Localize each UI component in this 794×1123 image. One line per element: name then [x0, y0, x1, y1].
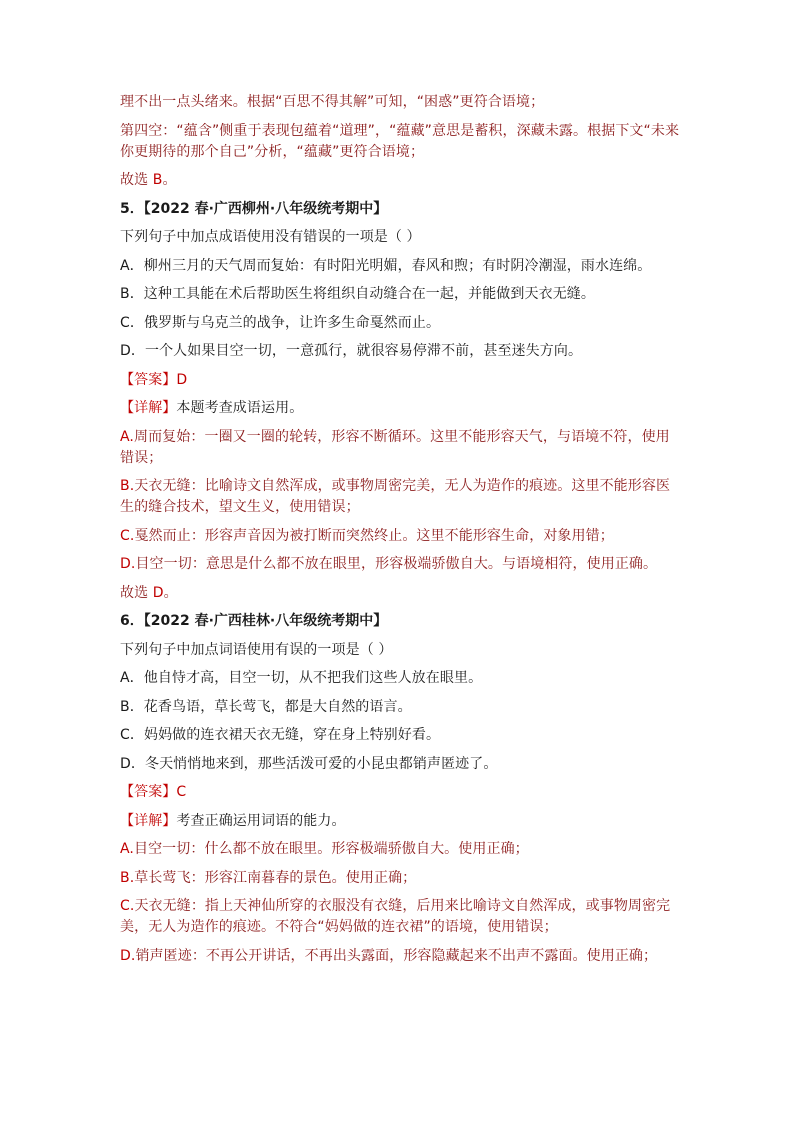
q5-detail-b-key: B.	[120, 478, 135, 494]
q6-option-a: A．他自恃才高，目空一切，从不把我们这些人放在眼里。	[120, 670, 483, 686]
q5-source: 【2022 春·广西柳州·八年级统考期中】	[143, 200, 388, 217]
q6-option-c: C．妈妈做的连衣裙天衣无缝，穿在身上特别好看。	[120, 727, 441, 743]
q5-conclusion-answer: D	[152, 584, 164, 601]
q6-source: 【2022 春·广西桂林·八年级统考期中】	[143, 613, 388, 629]
q5-detail-c-text: 戛然而止：形容声音因为被打断而突然终止。这里不能形容生命，对象用错；	[134, 527, 614, 544]
q5-answer	[120, 370, 680, 391]
q5-conclusion	[120, 583, 680, 604]
q5-detail-c	[120, 526, 680, 547]
q5-conclusion-prefix: 故选	[120, 584, 153, 601]
q5-detail-tag: 【详解】	[120, 400, 177, 416]
prev-conclusion-answer: B	[152, 172, 163, 188]
q6-detail-tag: 【详解】	[120, 812, 177, 829]
q6-detail-c	[120, 896, 680, 938]
q6-detail-d-text: 销声匿迹：不再公开讲话，不再出头露面，形容隐藏起来不出声不露面。使用正确；	[135, 947, 658, 964]
q6-detail-d-key: D.	[120, 947, 136, 964]
prev-explanation-line-1: 理不出一点头绪来。根据“百思不得其解”可知，“困惑”更符合语境；	[120, 94, 545, 110]
q5-number: 5．	[120, 200, 144, 217]
q5-detail	[120, 398, 680, 419]
q6-detail-a-text: 目空一切：什么都不放在眼里。形容极端骄傲自大。使用正确；	[133, 841, 529, 857]
prev-conclusion-suffix: 。	[162, 172, 177, 188]
prev-conclusion-prefix: 故选	[120, 172, 153, 188]
q5-detail-b	[120, 476, 680, 518]
q6-header	[120, 611, 680, 632]
prev-conclusion	[120, 170, 680, 191]
q5-conclusion-suffix: 。	[163, 584, 178, 601]
q5-option-c: C．俄罗斯与乌克兰的战争，让许多生命戛然而止。	[120, 314, 441, 331]
q6-detail-a	[120, 839, 680, 860]
q6-detail-a-key: A.	[120, 841, 134, 857]
q5-answer-tag: 【答案】	[120, 371, 177, 388]
document-page	[120, 92, 680, 974]
q5-option-b: B．这种工具能在术后帮助医生将组织自动缝合在一起，并能做到天衣无缝。	[120, 286, 596, 302]
q6-detail-d	[120, 946, 680, 967]
q6-detail-b-text: 草长莺飞：形容江南暮春的景色。使用正确；	[134, 869, 417, 886]
q6-answer	[120, 782, 680, 803]
prev-explanation-line-2: 第四空：“蕴含”侧重于表现包蕴着“道理”，“蕴藏”意思是蓄积，深藏未露。根据下文“未来你更期待的那个自己”分析，“蕴藏”更符合语境；	[120, 122, 680, 160]
q5-answer-value: D	[176, 371, 188, 388]
q5-header	[120, 199, 680, 220]
q5-detail-b-text: 天衣无缝：比喻诗文自然浑成，或事物周密完美，无人为造作的痕迹。这里不能形容医生的缝合技术，望文生义，使用错误；	[120, 478, 671, 515]
q6-detail-intro: 考查正确运用词语的能力。	[176, 812, 346, 829]
q6-option-b: B．花香鸟语，草长莺飞，都是大自然的语言。	[120, 698, 412, 715]
q6-detail	[120, 811, 680, 832]
q6-detail-c-text: 天衣无缝：指上天神仙所穿的衣服没有衣缝，后用来比喻诗文自然浑成，或事物周密完美，无人为造作的痕迹。不符合“妈妈做的连衣裙”的语境，使用错误；	[120, 898, 671, 935]
q6-number: 6．	[120, 613, 144, 629]
q6-answer-value: C	[176, 784, 187, 800]
q6-detail-c-key: C.	[120, 898, 135, 914]
q6-stem: 下列句子中加点词语使用有误的一项是（ ）	[120, 641, 393, 658]
q5-detail-intro: 本题考查成语运用。	[176, 400, 304, 416]
q5-detail-a-key: A.	[120, 428, 134, 445]
q5-detail-a-text: 周而复始：一圈又一圈的轮转，形容不断循环。这里不能形容天气，与语境不符，使用错误；	[120, 428, 670, 466]
q6-detail-b-key: B.	[120, 869, 135, 886]
q5-detail-d-key: D.	[120, 556, 136, 572]
q6-option-d: D．冬天悄悄地来到，那些活泼可爱的小昆虫都销声匿迹了。	[120, 755, 498, 772]
q6-answer-tag: 【答案】	[120, 784, 177, 800]
q6-detail-b	[120, 868, 680, 889]
q5-option-a: A．柳州三月的天气周而复始：有时阳光明媚，春风和煦；有时阴冷潮湿，雨水连绵。	[120, 257, 652, 274]
q5-stem: 下列句子中加点成语使用没有错误的一项是（ ）	[120, 229, 421, 245]
q5-detail-a	[120, 427, 680, 469]
q5-detail-d-text: 目空一切：意思是什么都不放在眼里，形容极端骄傲自大。与语境相符，使用正确。	[135, 556, 658, 572]
q5-detail-c-key: C.	[120, 527, 135, 544]
q5-detail-d	[120, 554, 680, 575]
q5-option-d: D．一个人如果目空一切，一意孤行，就很容易停滞不前，甚至迷失方向。	[120, 343, 583, 359]
